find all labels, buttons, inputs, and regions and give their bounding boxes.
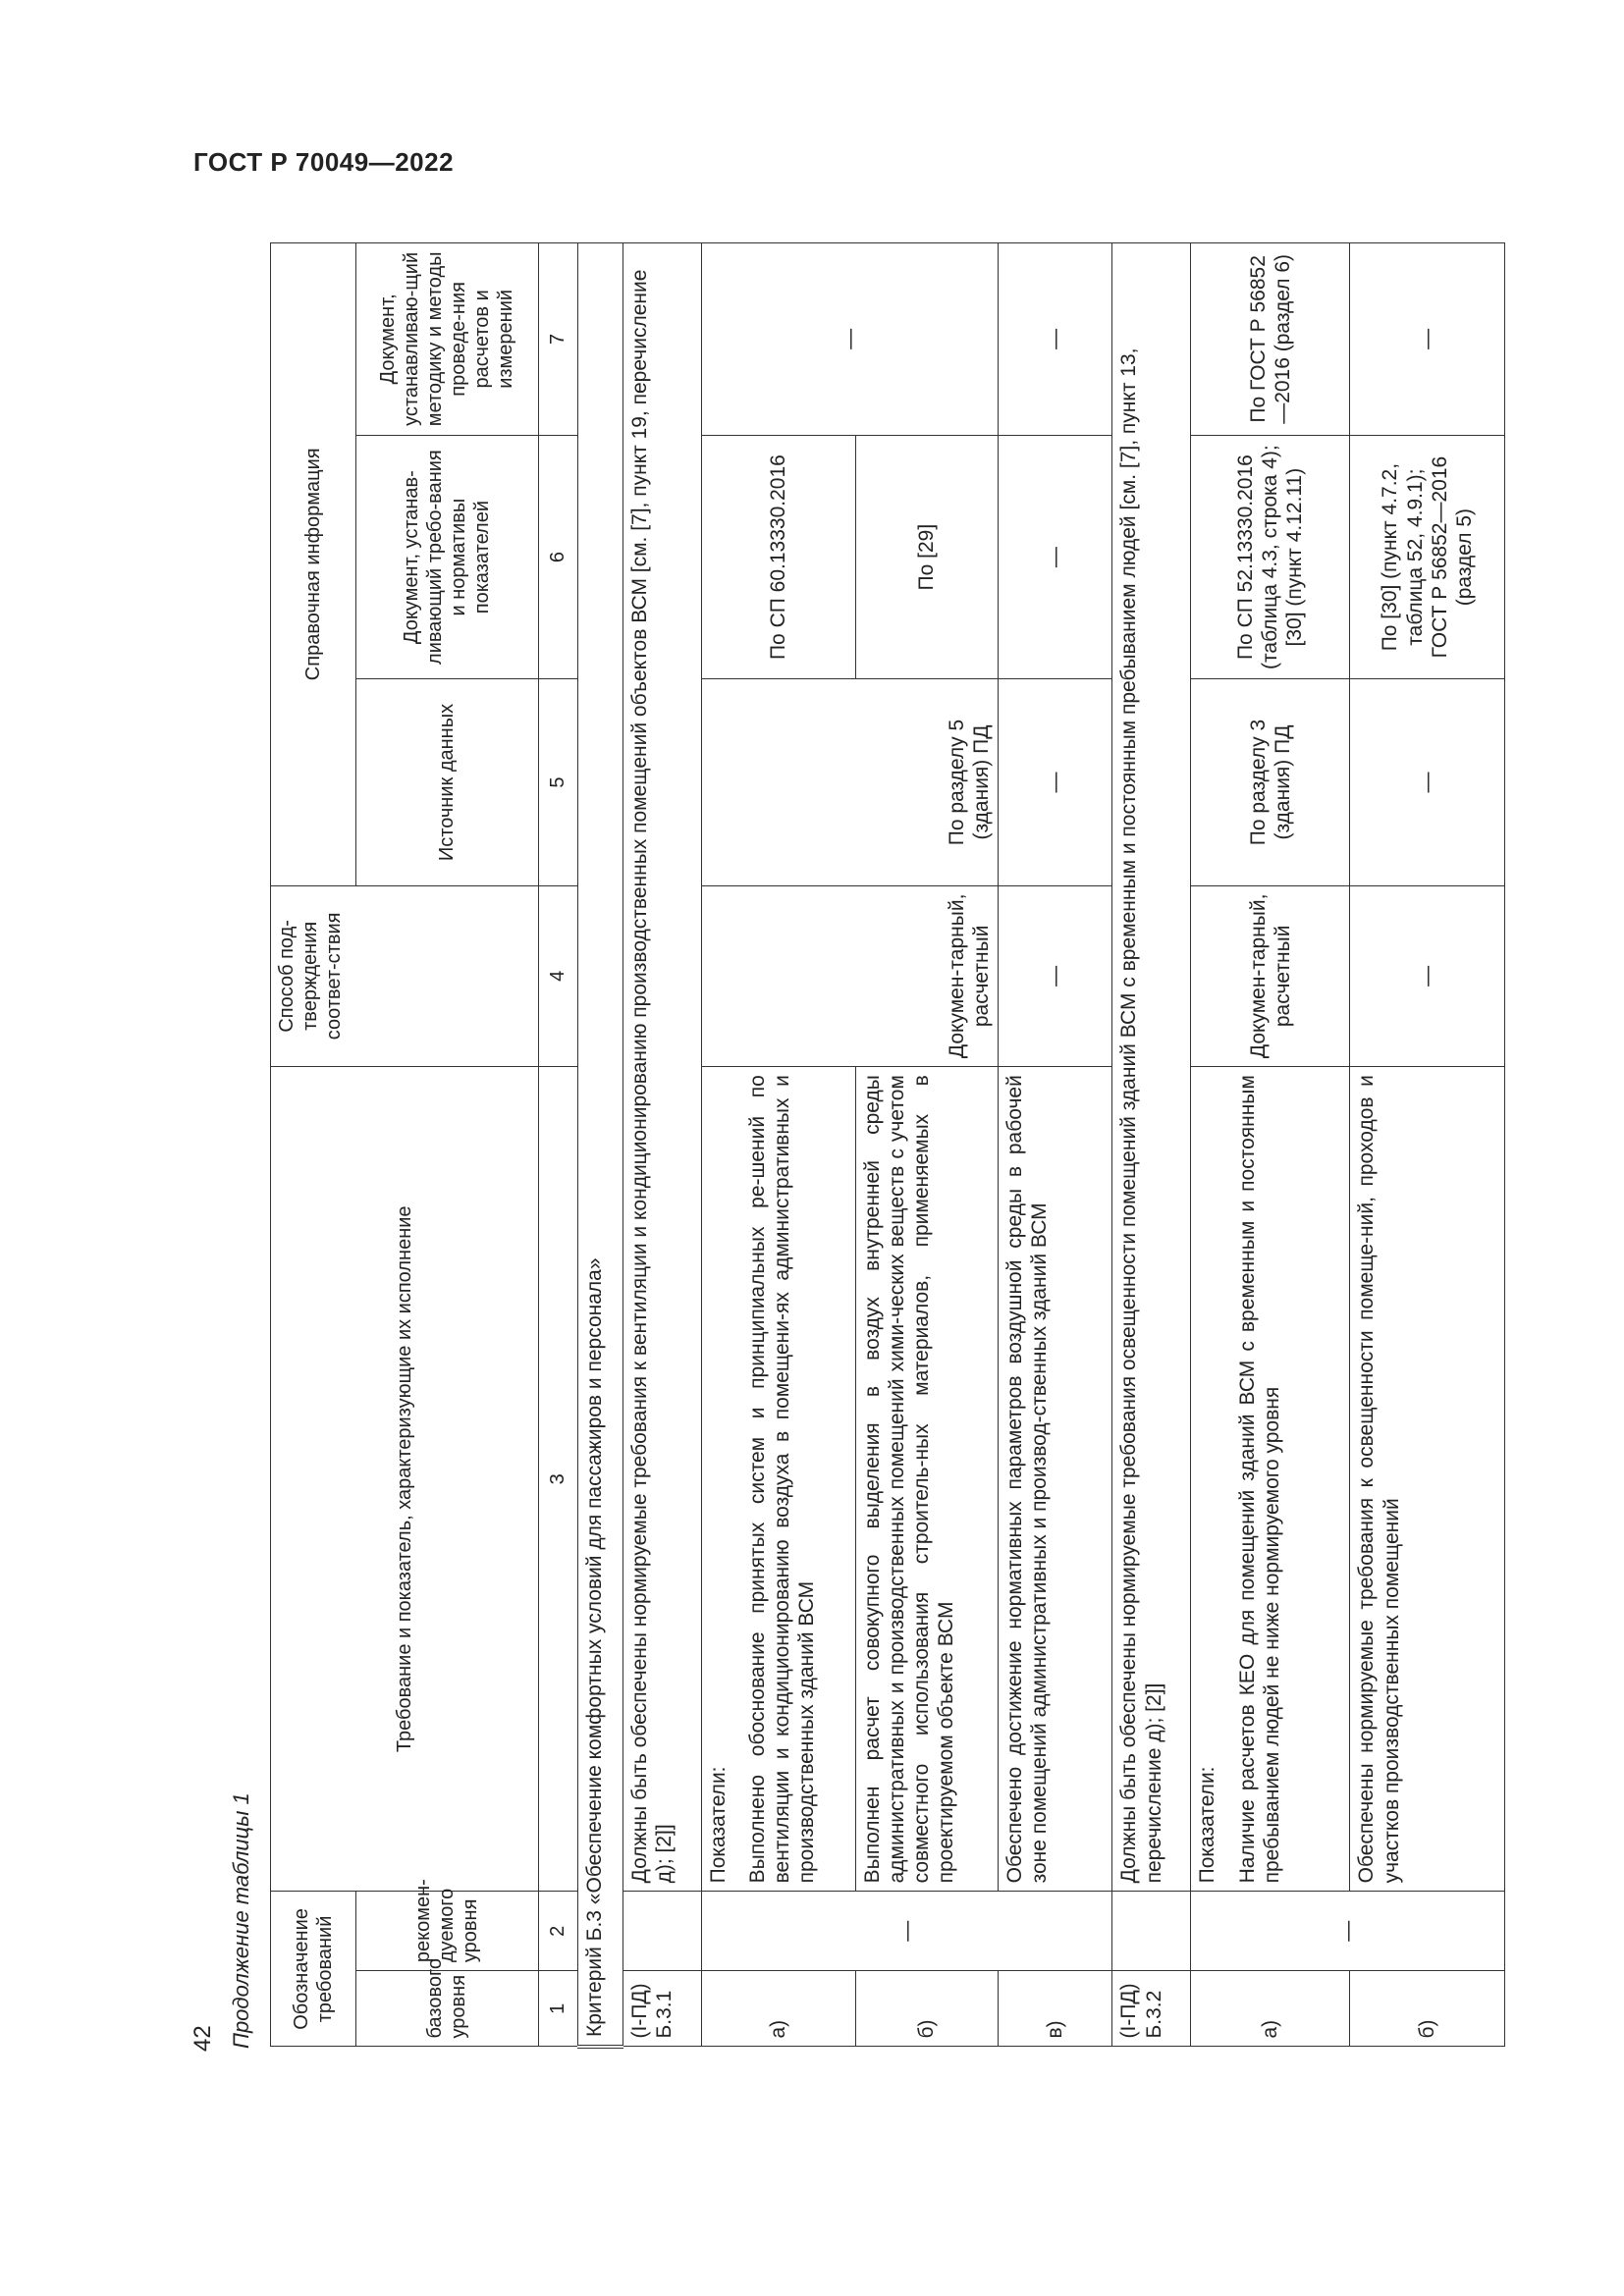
data-source: По разделу 3 (здания) ПД xyxy=(1191,679,1350,885)
recommended-dash: — xyxy=(1191,1892,1505,1971)
col-number: 6 xyxy=(538,435,577,679)
indicators-label: Показатели: xyxy=(1191,1067,1231,1892)
method-document: — xyxy=(1350,243,1505,436)
indicators-label: Показатели: xyxy=(701,1067,741,1892)
requirements-table xyxy=(270,242,1505,2049)
method-doc-header: Документ, устанавливаю-щий методику и методы проведе-ния расчетов и измерений xyxy=(356,243,538,436)
col-number: 1 xyxy=(538,1971,577,2047)
recommended-cell-empty xyxy=(623,1892,701,1971)
indicator-text: Выполнено обоснование принятых систем и принципиальных ре-шений по вентиляции и кондиционированию воздуха в помещени-ях административных и производственных зданий ВСМ xyxy=(741,1067,855,1892)
rotated-table-page xyxy=(229,242,1505,2049)
method-document: — xyxy=(999,243,1112,436)
indicators-label-row xyxy=(701,243,741,2048)
norm-doc-header: Документ, устанав-ливающий требо-вания и нормативы показателей xyxy=(356,435,538,679)
norm-document: По [30] (пункт 4.7.2, таблица 52, 4.9.1); ГОСТ Р 56852—2016 (раздел 5) xyxy=(1350,435,1505,679)
indicator-label: а) xyxy=(701,1971,855,2047)
column-number-row xyxy=(538,243,577,2048)
recommended-cell-empty xyxy=(1112,1892,1191,1971)
confirmation-method: Докумен-тарный, расчетный xyxy=(701,885,999,1067)
criterion-row xyxy=(577,243,623,2048)
requirement-row-b31 xyxy=(623,243,701,2048)
base-level-header: базового уровня xyxy=(356,1971,538,2047)
indicator-text: Выполнен расчет совокупного выделения в воздух внутренней среды административных и производственных помещений хими-ческих веществ с учетом совместного использования строитель-ных материалов, применяемых в проектируемом объекте ВСМ xyxy=(855,1067,998,1892)
recommended-level-header: рекомен-дуемого уровня xyxy=(356,1892,538,1971)
norm-document: По СП 52.13330.2016 (таблица 4.3, строка 4); [30] (пункт 4.12.11) xyxy=(1191,435,1350,679)
confirmation-method: — xyxy=(999,885,1112,1067)
document-title: ГОСТ Р 70049—2022 xyxy=(193,147,455,177)
col-number: 5 xyxy=(538,679,577,885)
confirmation-method: Докумен-тарный, расчетный xyxy=(1191,885,1350,1067)
requirement-header: Требование и показатель, характеризующие их исполнение xyxy=(271,1067,539,1892)
requirement-code: (I-ПД) Б.3.2 xyxy=(1112,1971,1191,2047)
norm-document: По СП 60.13330.2016 xyxy=(701,435,855,679)
indicator-row-b xyxy=(1350,243,1505,2048)
method-document: По ГОСТ Р 56852—2016 (раздел 6) xyxy=(1191,243,1350,436)
norm-document: По [29] xyxy=(855,435,998,679)
indicator-label: а) xyxy=(1191,1971,1350,2047)
page-number: 42 xyxy=(189,2025,216,2052)
confirmation-method: — xyxy=(1350,885,1505,1067)
recommended-dash: — xyxy=(701,1892,1112,1971)
indicator-row-b xyxy=(855,243,998,2048)
source-header: Источник данных xyxy=(356,679,538,885)
method-document: — xyxy=(701,243,999,436)
indicator-label: в) xyxy=(999,1971,1112,2047)
data-source: — xyxy=(999,679,1112,885)
col-number: 3 xyxy=(538,1067,577,1892)
requirement-text: Должны быть обеспечены нормируемые требования освещенности помещений зданий ВСМ с временным и постоянным пребыванием людей [см. [7], пункт 13, перечисление д); [2]] xyxy=(1112,243,1191,1892)
indicator-row-v xyxy=(999,243,1112,2048)
indicators-label-row xyxy=(1191,243,1231,2048)
norm-document: — xyxy=(999,435,1112,679)
requirement-code: (I-ПД) Б.3.1 xyxy=(623,1971,701,2047)
indicator-text: Обеспечено достижение нормативных параметров воздушной среды в рабочей зоне помещений административных и производ-ственных зданий ВСМ xyxy=(999,1067,1112,1892)
criterion-title: Критерий Б.3 «Обеспечение комфортных условий для пассажиров и персонала» xyxy=(577,243,623,2048)
requirement-row-b32 xyxy=(1112,243,1191,2048)
confirmation-header: Способ под-тверждения соответ-ствия xyxy=(271,885,539,1067)
indicator-label: б) xyxy=(1350,1971,1505,2047)
indicator-label: б) xyxy=(855,1971,998,2047)
data-source: По разделу 5 (здания) ПД xyxy=(701,679,999,885)
col-number: 4 xyxy=(538,885,577,1067)
indicator-text: Наличие расчетов КЕО для помещений зданий ВСМ с временным и постоянным пребыванием людей не ниже нормируемого уровня xyxy=(1231,1067,1350,1892)
table-caption: Продолжение таблицы 1 xyxy=(229,1792,253,2049)
designation-header: Обозначение требований xyxy=(271,1892,356,2047)
indicator-text: Обеспечены нормируемые требования к освещенности помеще-ний, проходов и участков производственных помещений xyxy=(1350,1067,1505,1892)
header-row-1 xyxy=(271,243,356,2048)
reference-header: Справочная информация xyxy=(271,243,356,886)
col-number: 7 xyxy=(538,243,577,436)
data-source: — xyxy=(1350,679,1505,885)
col-number: 2 xyxy=(538,1892,577,1971)
requirement-text: Должны быть обеспечены нормируемые требования к вентиляции и кондиционированию производственных помещений объектов ВСМ [см. [7], пункт 19, перечисление д); [2]] xyxy=(623,243,701,1892)
